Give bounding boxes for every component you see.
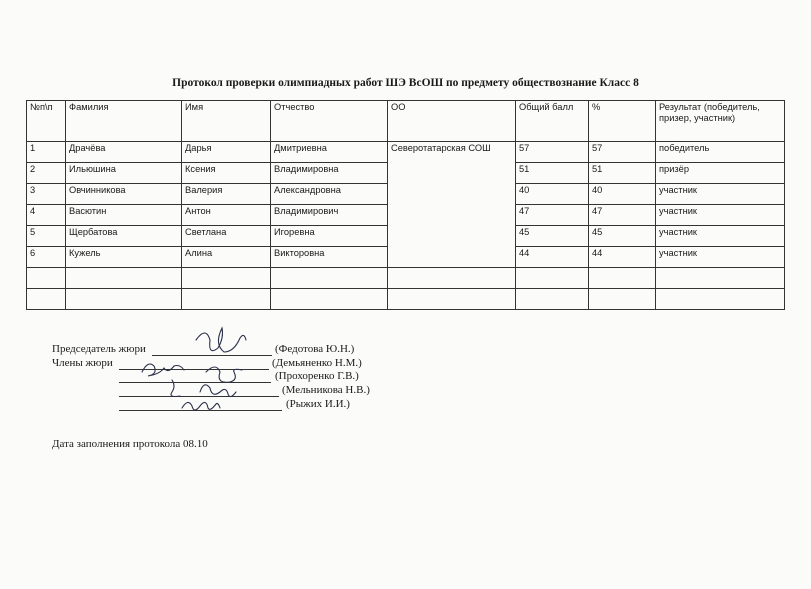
member-name: (Демьяненко Н.М.) [272, 357, 362, 369]
cell-patronymic: Александровна [271, 184, 388, 205]
cell-percent: 47 [589, 205, 656, 226]
cell-percent: 40 [589, 184, 656, 205]
header-name: Имя [182, 101, 271, 142]
signature-chair [196, 328, 246, 352]
member-name: (Рыжих И.И.) [286, 398, 350, 410]
signature-member-2 [171, 367, 242, 397]
header-score: Общий балл [516, 101, 589, 142]
cell-patronymic: Владимировна [271, 163, 388, 184]
protocol-title: Протокол проверки олимпиадных работ ШЭ ВсОШ по предмету обществознание Класс 8 [172, 77, 639, 89]
cell-result: участник [656, 205, 785, 226]
cell-surname: Щербатова [66, 226, 182, 247]
header-percent: % [589, 101, 656, 142]
cell-result: участник [656, 226, 785, 247]
cell-name: Дарья [182, 142, 271, 163]
cell-name: Антон [182, 205, 271, 226]
cell-score: 47 [516, 205, 589, 226]
date-line: Дата заполнения протокола 08.10 [52, 438, 208, 450]
cell-school: Северотатарская СОШ [388, 142, 516, 268]
members-label: Члены жюри [52, 357, 113, 369]
cell-number: 1 [27, 142, 66, 163]
cell-percent: 57 [589, 142, 656, 163]
header-result: Результат (победитель, призер, участник) [656, 101, 785, 142]
cell-name: Светлана [182, 226, 271, 247]
cell-surname: Ильюшина [66, 163, 182, 184]
cell-percent: 51 [589, 163, 656, 184]
member-name: (Прохоренко Г.В.) [275, 370, 359, 382]
cell-number: 5 [27, 226, 66, 247]
cell-number: 4 [27, 205, 66, 226]
cell-surname: Васютин [66, 205, 182, 226]
cell-score: 44 [516, 247, 589, 268]
signature-member-3 [200, 385, 236, 397]
cell-name: Валерия [182, 184, 271, 205]
cell-patronymic: Викторовна [271, 247, 388, 268]
member-name: (Мельникова Н.В.) [282, 384, 370, 396]
cell-patronymic: Владимирович [271, 205, 388, 226]
cell-result: призёр [656, 163, 785, 184]
header-number: №п\п [27, 101, 66, 142]
header-school: ОО [388, 101, 516, 142]
cell-number: 3 [27, 184, 66, 205]
cell-name: Ксения [182, 163, 271, 184]
cell-score: 51 [516, 163, 589, 184]
cell-surname: Овчинникова [66, 184, 182, 205]
cell-patronymic: Дмитриевна [271, 142, 388, 163]
cell-number: 6 [27, 247, 66, 268]
cell-patronymic: Игоревна [271, 226, 388, 247]
signature-member-1 [142, 364, 184, 376]
cell-result: участник [656, 184, 785, 205]
cell-surname: Кужель [66, 247, 182, 268]
cell-name: Алина [182, 247, 271, 268]
cell-result: участник [656, 247, 785, 268]
cell-score: 57 [516, 142, 589, 163]
cell-percent: 44 [589, 247, 656, 268]
chair-label: Председатель жюри [52, 343, 146, 355]
cell-score: 40 [516, 184, 589, 205]
header-surname: Фамилия [66, 101, 182, 142]
header-patronymic: Отчество [271, 101, 388, 142]
cell-percent: 45 [589, 226, 656, 247]
signature-member-4 [182, 402, 220, 410]
cell-score: 45 [516, 226, 589, 247]
cell-result: победитель [656, 142, 785, 163]
cell-number: 2 [27, 163, 66, 184]
cell-surname: Драчёва [66, 142, 182, 163]
chair-name: (Федотова Ю.Н.) [275, 343, 355, 355]
